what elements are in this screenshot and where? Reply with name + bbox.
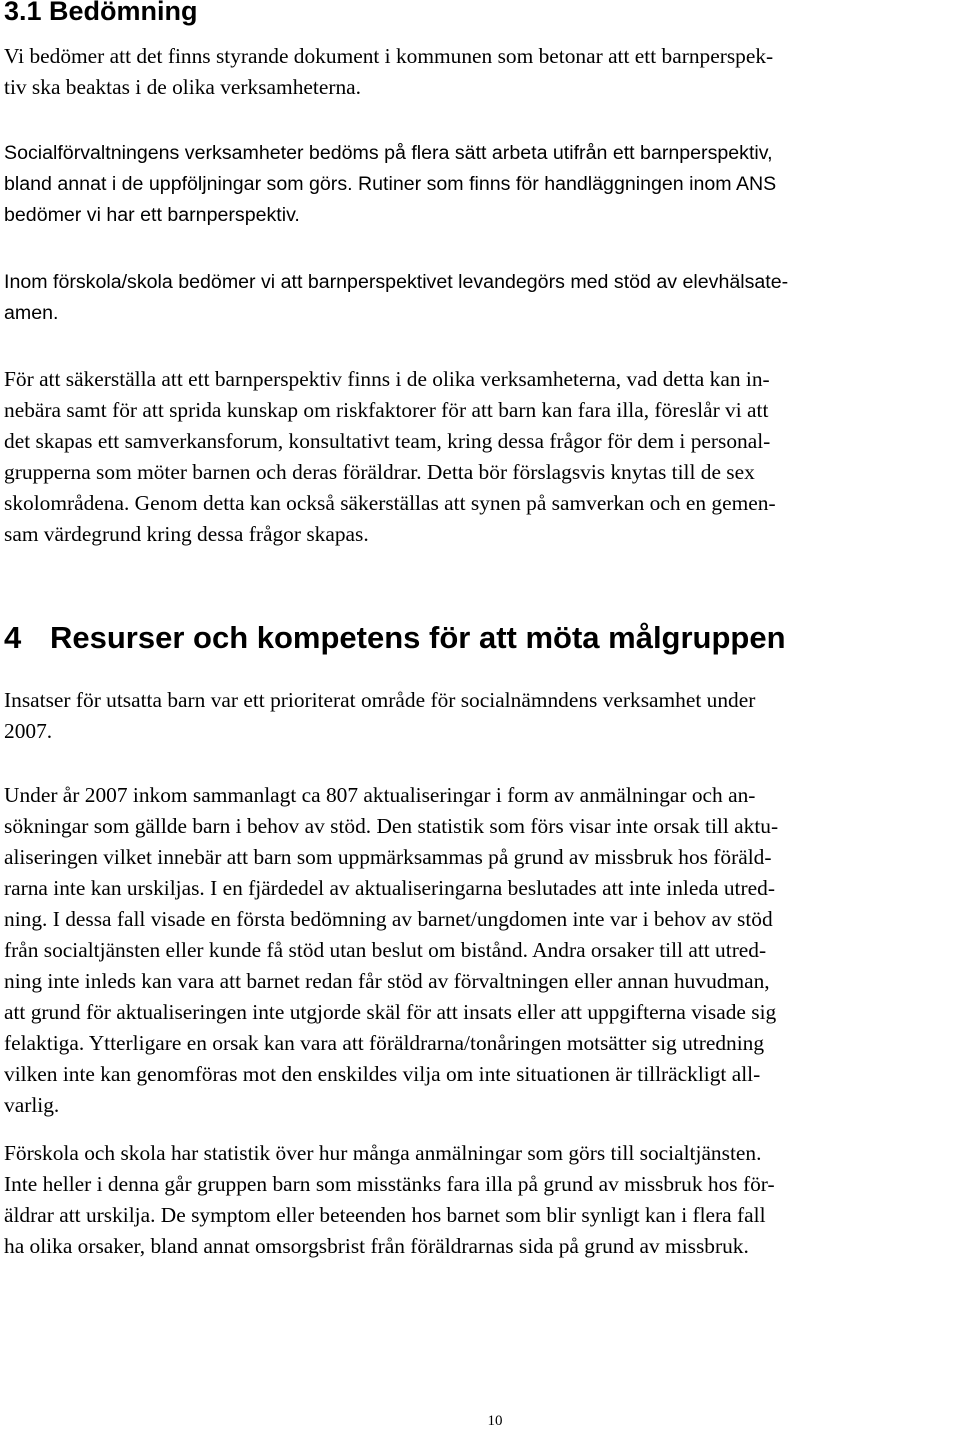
text-line: rarna inte kan urskiljas. I en fjärdedel av aktualiseringarna beslutades att inte inleda utred- (4, 876, 775, 900)
text-line: sökningar som gällde barn i behov av stöd. Den statistik som förs visar inte orsak till aktu- (4, 814, 779, 838)
text-line: grupperna som möter barnen och deras föräldrar. Detta bör förslagsvis knytas till de sex (4, 460, 755, 484)
text-line: Inom förskola/skola bedömer vi att barnperspektivet levandegörs med stöd av elevhälsate- (4, 271, 789, 293)
text-line: Vi bedömer att det finns styrande dokument i kommunen som betonar att ett barnperspek- (4, 44, 774, 68)
paragraph (4, 138, 776, 231)
paragraph (4, 267, 788, 329)
text-line: skolområdena. Genom detta kan också säkerställas att synen på samverkan och en gemen- (4, 491, 776, 515)
text-line: det skapas ett samverkansforum, konsultativt team, kring dessa frågor för dem i personal- (4, 429, 771, 453)
text-line: vilken inte kan genomföras mot den enskildes vilja om inte situationen är tillräckligt all- (4, 1062, 761, 1086)
paragraph (4, 780, 778, 1121)
paragraph (4, 685, 755, 747)
text-line: nebära samt för att sprida kunskap om riskfaktorer för att barn kan fara illa, föreslår vi att (4, 398, 769, 422)
text-line: bland annat i de uppföljningar som görs. Rutiner som finns för handläggningen inom ANS (4, 173, 777, 195)
text-line: äldrar att urskilja. De symptom eller beteenden hos barnet som blir synligt kan i flera fall (4, 1203, 766, 1227)
paragraph (4, 1138, 775, 1262)
text-line: Förskola och skola har statistik över hur många anmälningar som görs till socialtjänsten. (4, 1141, 762, 1165)
page-number: 10 (487, 1413, 503, 1429)
section-title: Resurser och kompetens för att möta målgruppen (50, 620, 786, 655)
text-line: Under år 2007 inkom sammanlagt ca 807 aktualiseringar i form av anmälningar och an- (4, 783, 756, 807)
text-line: amen. (4, 302, 59, 324)
text-line: Socialförvaltningens verksamheter bedöms på flera sätt arbeta utifrån ett barnperspektiv, (4, 142, 773, 164)
text-line: att grund för aktualiseringen inte utgjorde skäl för att insats eller att uppgifterna visade sig (4, 1000, 777, 1024)
section-heading-3-1: 3.1 Bedömning (4, 0, 198, 26)
text-line: bedömer vi har ett barnperspektiv. (4, 204, 300, 226)
section-heading-4 (4, 618, 786, 658)
text-line: ning. I dessa fall visade en första bedömning av barnet/ungdomen inte var i behov av stöd (4, 907, 773, 931)
text-line: ning inte inleds kan vara att barnet redan får stöd av förvaltningen eller annan huvudman, (4, 969, 770, 993)
text-line: aliseringen vilket innebär att barn som uppmärksammas på grund av missbruk hos föräld- (4, 845, 772, 869)
text-line: Insatser för utsatta barn var ett prioriterat område för socialnämndens verksamhet under (4, 688, 756, 712)
text-line: felaktiga. Ytterligare en orsak kan vara att föräldrarna/tonåringen motsätter sig utredning (4, 1031, 765, 1055)
text-line: 2007. (4, 719, 53, 743)
text-line: tiv ska beaktas i de olika verksamheterna. (4, 75, 361, 99)
paragraph (4, 41, 773, 103)
text-line: För att säkerställa att ett barnperspektiv finns i de olika verksamheterna, vad detta kan in- (4, 367, 770, 391)
text-line: varlig. (4, 1093, 60, 1117)
section-number: 4 (4, 620, 22, 655)
paragraph (4, 364, 776, 550)
text-line: från socialtjänsten eller kunde få stöd utan beslut om bistånd. Andra orsaker till att utred- (4, 938, 767, 962)
text-line: sam värdegrund kring dessa frågor skapas. (4, 522, 369, 546)
text-line: ha olika orsaker, bland annat omsorgsbrist från föräldrarnas sida på grund av missbruk. (4, 1234, 749, 1258)
text-line: Inte heller i denna går gruppen barn som misstänks fara illa på grund av missbruk hos för- (4, 1172, 775, 1196)
